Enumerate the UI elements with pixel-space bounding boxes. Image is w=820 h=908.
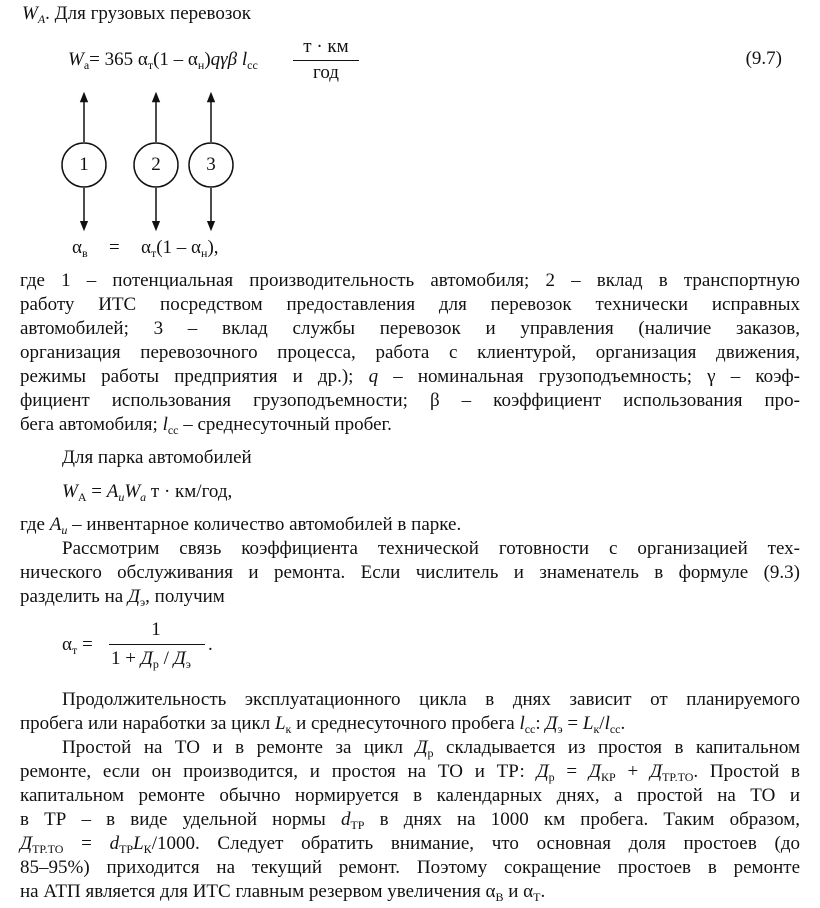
para4-line2 [20, 760, 800, 784]
f97-unit-den-text: год [313, 62, 339, 83]
p3-D: Д [545, 713, 558, 734]
fat-alpha: α [62, 634, 72, 655]
fat-D1-sub: р [152, 657, 159, 671]
p3-l2b: и среднесуточного пробега [291, 713, 520, 734]
para2-D: Д [127, 586, 141, 607]
p4-l4a: в ТР – в виде удельной нормы [20, 809, 341, 830]
para1-l-sub: сс [167, 423, 179, 437]
p3-l2: l [604, 713, 610, 734]
park-A: A [106, 481, 119, 502]
para3-line1: Продолжительность эксплуатационного цикла в днях зависит от планируемого [62, 689, 800, 710]
bottom-alpha-v: α [72, 237, 82, 258]
p4-D2: Д [588, 761, 602, 782]
heading-sub: A [37, 12, 46, 26]
f97-vars: qγβ [210, 49, 238, 70]
p4-l5L-sub: К [143, 842, 152, 856]
f97-paren-open: (1 – [153, 49, 188, 70]
p3-l2a: пробега или наработки за цикл [20, 713, 275, 734]
bottom-alpha-t-sub: т [150, 246, 157, 260]
fat-slash: / [158, 648, 174, 669]
para2-line2: нического обслуживания и ремонта. Если числитель и знаменатель в формуле (9.3) [20, 562, 800, 583]
p4-l1a: Простой на ТО и в ремонте за цикл [62, 737, 416, 758]
p4-D1-sub: р [548, 770, 555, 784]
p4-alpha-t: α [523, 881, 534, 902]
p4-l5d-sub: ТР [119, 842, 134, 856]
p3-l2f: . [620, 713, 626, 734]
p3-L2: L [582, 713, 594, 734]
p4-d: d [340, 809, 351, 830]
f97-alpha1: α [137, 49, 148, 70]
ai-A-sub: и [61, 523, 68, 537]
para1-line3: автомобилей; 3 – вклад службы перевозок и управления (наличие заказов, [20, 318, 800, 339]
park-formula [62, 480, 232, 504]
p4-l2b: . Простой в [693, 761, 801, 782]
fat-D2: Д [173, 648, 186, 669]
p4-l4b: в днях на 1000 км пробега. Таким образом, [364, 809, 800, 830]
para1-l5a: режимы работы предприятия и др.); [20, 366, 369, 387]
p4-D-sub: р [427, 746, 434, 760]
p4-l2eq: = [554, 761, 589, 782]
heading-text: . Для грузовых перевозок [45, 3, 252, 24]
ai-definition [20, 513, 461, 537]
park-Wa-sub: a [140, 490, 147, 504]
p3-L-sub: к [285, 722, 292, 736]
fat-eq: = [81, 634, 93, 655]
f97-lhs-sub: а [83, 58, 90, 72]
para4-line6: 85–95%) приходится на текущий ремонт. Поэтому сокращение простоев в ремонте [20, 857, 800, 878]
equation-number: (9.7) [745, 48, 782, 69]
p4-l5D: Д [20, 833, 33, 854]
diagram-bottom-eq [72, 236, 88, 260]
para1-line1: где 1 – потенциальная производительность автомобиля; 2 – вклад в транспортную [20, 270, 800, 291]
p4-l7a: на АТП является для ИТС главным резервом увеличения [20, 881, 486, 902]
f97-eq: = 365 [89, 49, 138, 70]
para1-l7a: бега автомобиля; [20, 414, 163, 435]
ai-pre: где [20, 514, 50, 535]
bottom-alpha-v-sub: в [81, 246, 88, 260]
p4-l5D-sub: ТР.ТО [32, 842, 64, 856]
para2-l3b: , получим [145, 586, 225, 607]
p4-alpha-v: α [485, 881, 496, 902]
circle-label-3: 3 [206, 154, 216, 175]
f97-l: l [241, 49, 248, 70]
fat-alpha-sub: т [71, 643, 78, 657]
p4-D2-sub: КР [601, 770, 616, 784]
p4-d-sub: ТР [350, 818, 365, 832]
p4-l5b: /1000. Следует обратить внимание, что основная доля простоев (до [151, 833, 800, 854]
fat-fraction-bar [109, 644, 205, 645]
p3-L2-sub: к [593, 722, 600, 736]
park-unit: т · км/год, [146, 481, 233, 502]
circle-label-2: 2 [151, 154, 161, 175]
para1-line6: фициент использования грузоподъемности; β – коэффициент использования про- [20, 390, 800, 411]
bottom-close: ), [207, 237, 219, 258]
p3-l2d: = [562, 713, 583, 734]
para2-l3a: разделить на [20, 586, 128, 607]
ai-text: – инвентарное количество автомобилей в парке. [67, 514, 462, 535]
para4-line7 [20, 880, 545, 904]
p3-l-sub: сс [524, 722, 536, 736]
f97-alpha2: α [187, 49, 198, 70]
bottom-alpha-t: α [141, 237, 151, 258]
para1-line7 [20, 413, 392, 437]
formula-alpha-t-lhs [62, 633, 93, 657]
para1-line2: работу ИТС посредством предоставления для перевозок технически исправных [20, 294, 800, 315]
f97-alpha2-sub: н [197, 58, 205, 72]
p4-l5L: L [133, 833, 144, 854]
p4-D1: Д [536, 761, 549, 782]
heading-var: W [22, 3, 38, 24]
p4-l5eq: = [63, 833, 110, 854]
park-A-sub: и [118, 490, 125, 504]
p4-alpha-t-sub: Т [533, 890, 541, 904]
p4-l2a: ремонте, если он производится, и простоя на ТО и ТР: [20, 761, 537, 782]
park-W-sub: A [77, 490, 87, 504]
p4-D: Д [415, 737, 428, 758]
fat-numerator [108, 619, 204, 641]
p4-l7end: . [540, 881, 546, 902]
p4-l7and: и [503, 881, 524, 902]
p3-D-sub: э [557, 722, 563, 736]
f97-lhs: W [68, 49, 84, 70]
para4-line1 [62, 736, 800, 760]
para1-l: l [162, 414, 168, 435]
fat-D2-sub: э [185, 657, 191, 671]
p3-l2c: : [535, 713, 546, 734]
p3-l: l [519, 713, 525, 734]
f97-paren-close: ) [204, 49, 211, 70]
p4-alpha-v-sub: В [495, 890, 504, 904]
p4-l5d: d [109, 833, 120, 854]
f97-alpha1-sub: т [147, 58, 154, 72]
para4-line4 [20, 808, 800, 832]
f97-l-sub: сс [247, 58, 258, 72]
para2-D-sub: э [140, 595, 146, 609]
ai-A: A [49, 514, 62, 535]
circle-label-1: 1 [79, 154, 89, 175]
para1-line5 [20, 365, 800, 389]
p3-L: L [274, 713, 286, 734]
para1-l5b: – номинальная грузоподъемность; γ – коэф- [378, 366, 800, 387]
p4-l2plus: + [615, 761, 650, 782]
park-W: W [62, 481, 78, 502]
fat-den-pre: 1 + [111, 648, 141, 669]
bottom-equals: = [109, 237, 120, 258]
p3-l2e: / [599, 713, 605, 734]
park-Wa: W [124, 481, 141, 502]
p4-D3: Д [649, 761, 663, 782]
fat-D1: Д [140, 648, 153, 669]
p4-D3-sub: ТР.ТО [662, 770, 694, 784]
p3-l2-sub: сс [609, 722, 621, 736]
para3-line2 [20, 712, 625, 736]
para2-line1: Рассмотрим связь коэффициента технической готовности с организацией тех- [62, 538, 800, 559]
park-eq: = [86, 481, 107, 502]
fat-num: 1 [151, 619, 161, 640]
bottom-open: (1 – [156, 237, 192, 258]
bottom-alpha-n-sub: н [201, 246, 208, 260]
bottom-alpha-n: α [191, 237, 202, 258]
para2-line3 [20, 585, 225, 609]
p4-l1b: складывается из простоя в капитальном [433, 737, 801, 758]
diagram-bottom-rhs [141, 236, 219, 260]
para1-q: q [368, 366, 379, 387]
park-title: Для парка автомобилей [62, 447, 252, 468]
para4-line5 [20, 832, 800, 856]
fat-dot: . [208, 634, 213, 655]
para1-line4: организация перевозочного процесса, работа с клиентурой, организация движения, [20, 342, 800, 363]
para4-line3: капитальном ремонте обычно нормируется в календарных днях, а простой на ТО и [20, 785, 800, 806]
fat-denominator [111, 647, 191, 671]
para1-l7b: – среднесуточный пробег. [178, 414, 392, 435]
f97-unit-num-text: т · км [303, 36, 349, 57]
